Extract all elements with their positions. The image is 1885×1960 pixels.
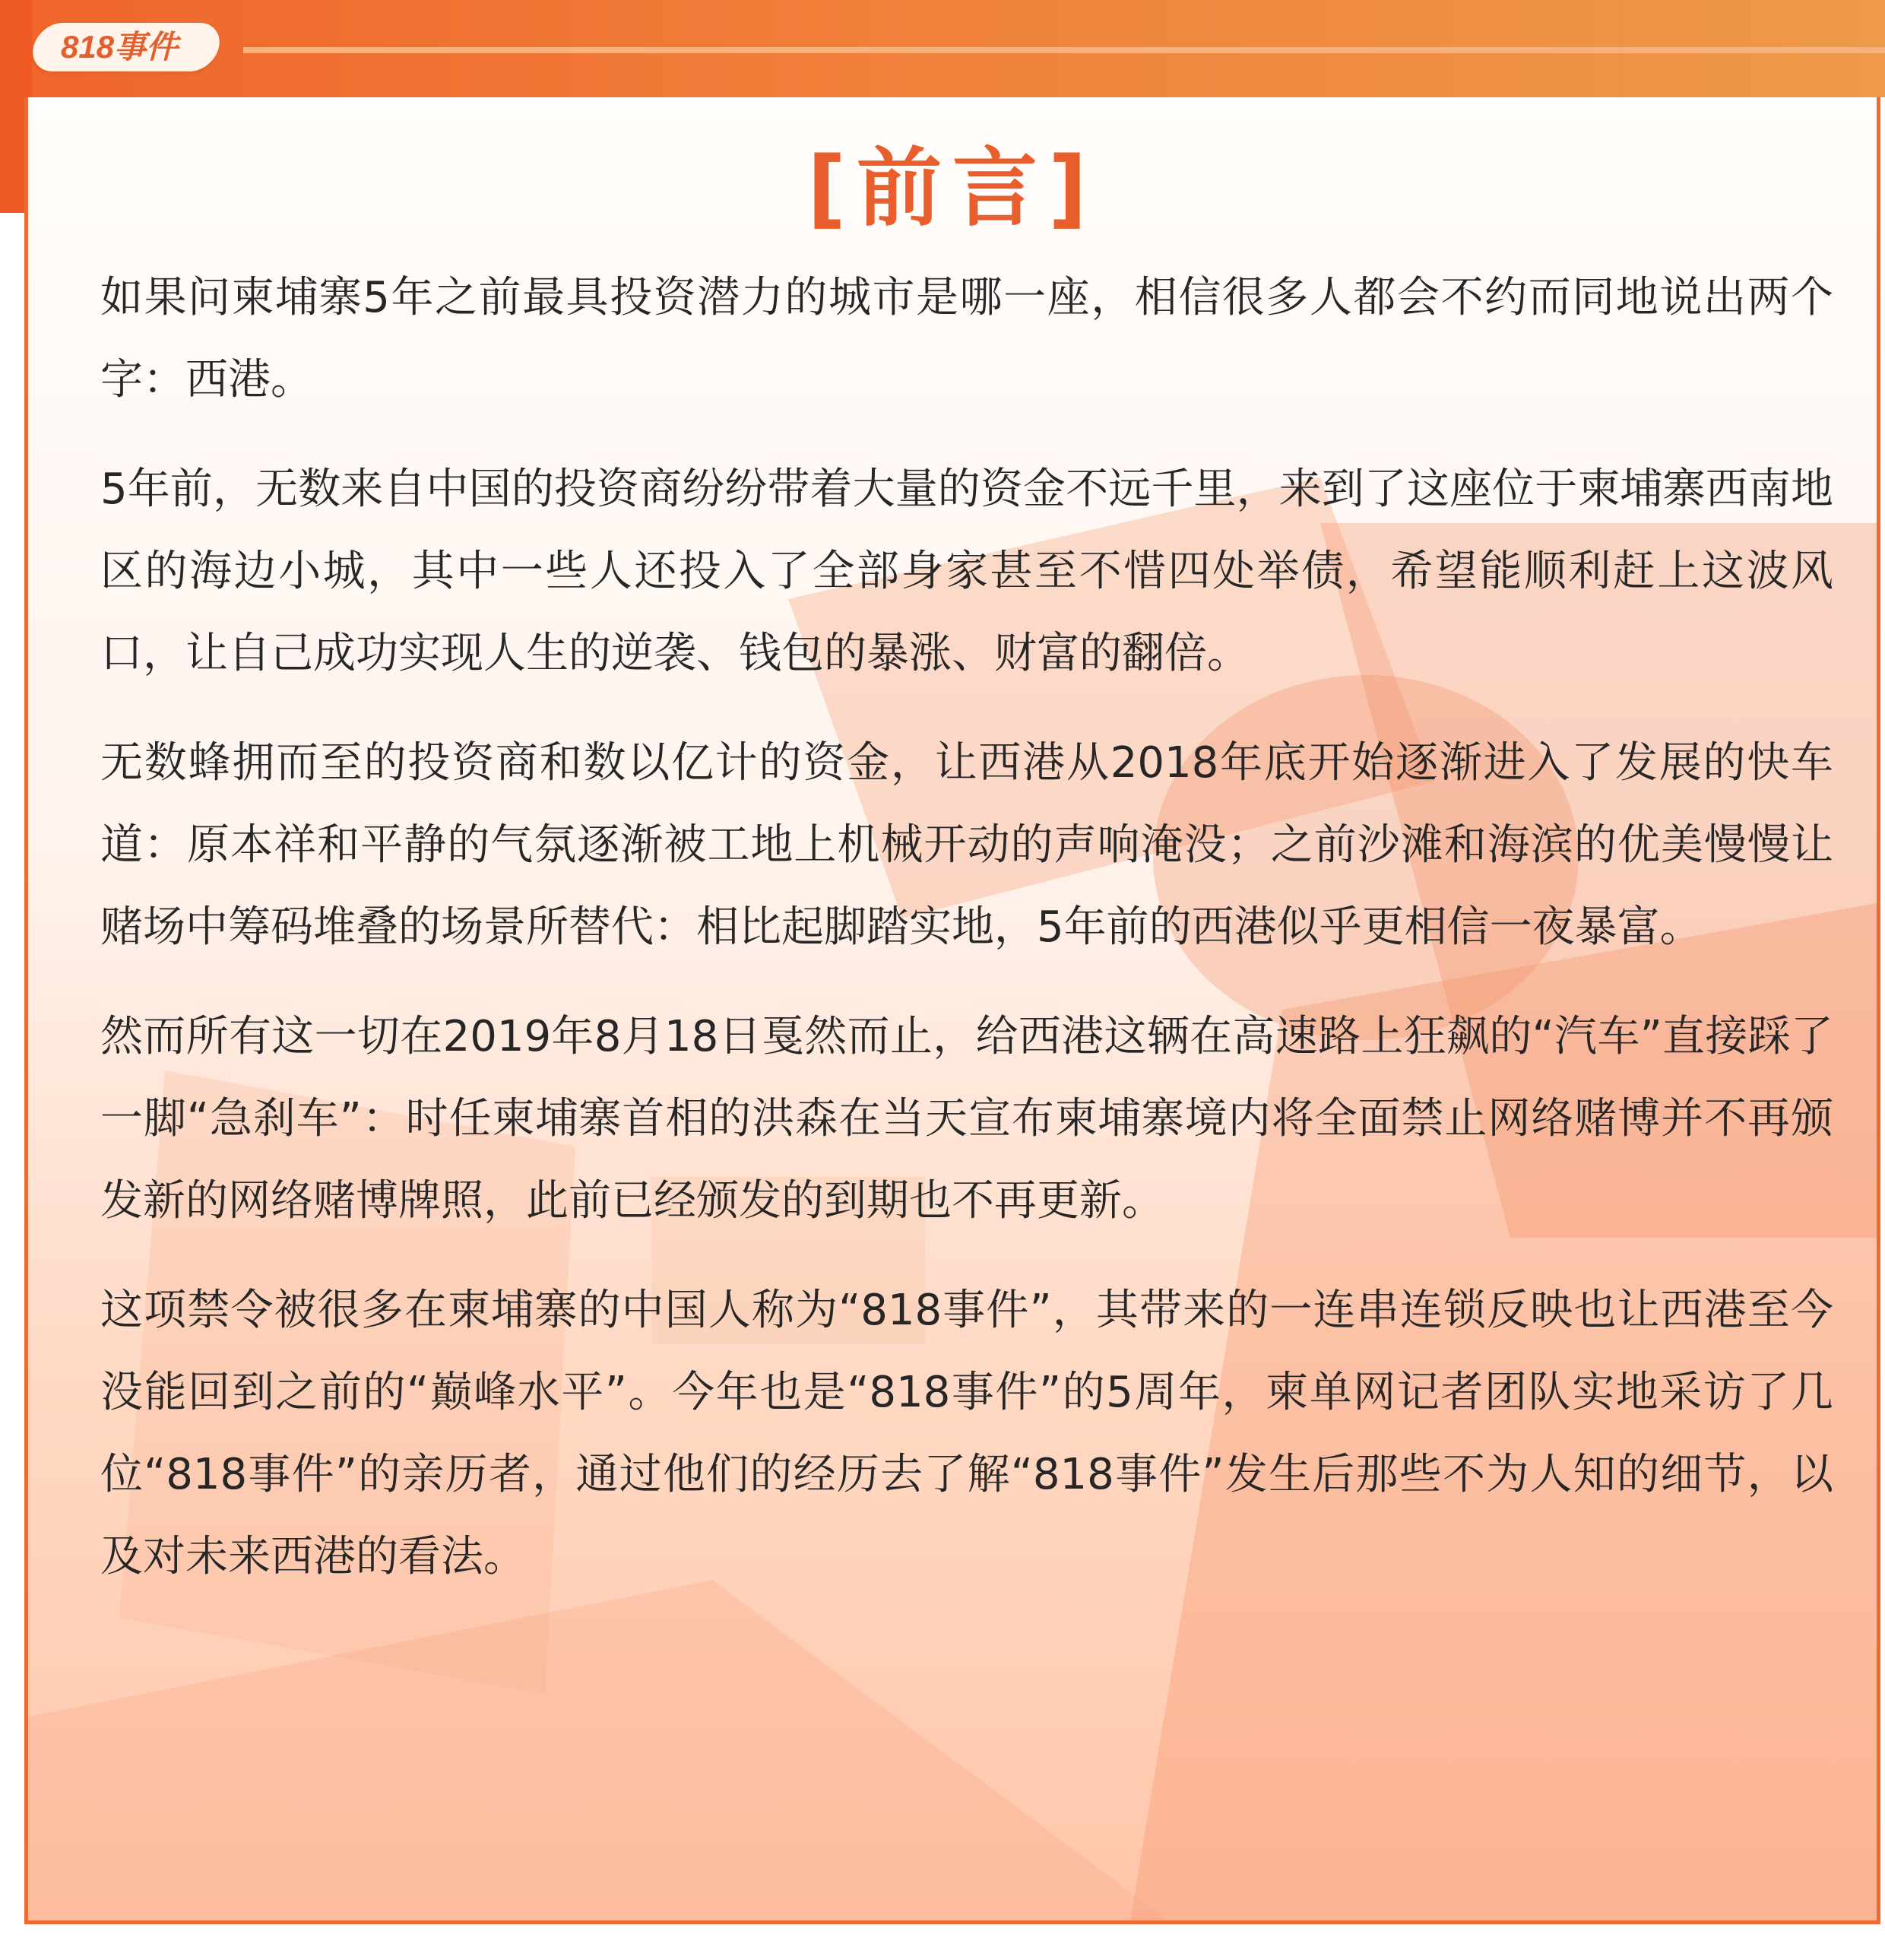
paragraph: 如果问柬埔寨5年之前最具投资潜力的城市是哪一座，相信很多人都会不约而同地说出两个字：西港。 bbox=[100, 273, 1833, 404]
paragraph: 无数蜂拥而至的投资商和数以亿计的资金，让西港从2018年底开始逐渐进入了发展的快车道：原本祥和平静的气氛逐渐被工地上机械开动的声响淹没；之前沙滩和海滨的优美慢慢让赌场中筹码堆叠的场景所替代：相比起脚踏实地，5年前的西港似乎更相信一夜暴富。 bbox=[100, 738, 1833, 952]
header-rule bbox=[243, 47, 1885, 53]
topic-badge-label: 818事件 bbox=[61, 29, 179, 65]
article-body bbox=[100, 257, 1833, 1625]
paragraph: 然而所有这一切在2019年8月18日戛然而止，给西港这辆在高速路上狂飙的“汽车”直接踩了一脚“急刹车”：时任柬埔寨首相的洪森在当天宣布柬埔寨境内将全面禁止网络赌博并不再颁发新的网络赌博牌照，此前已经颁发的到期也不再更新。 bbox=[100, 1012, 1833, 1226]
paragraph: 5年前，无数来自中国的投资商纷纷带着大量的资金不远千里，来到了这座位于柬埔寨西南地区的海边小城，其中一些人还投入了全部身家甚至不惜四处举债，希望能顺利赶上这波风口，让自己成功实现人生的逆袭、钱包的暴涨、财富的翻倍。 bbox=[100, 465, 1833, 678]
section-title: [前言] bbox=[806, 139, 1098, 238]
article-panel bbox=[24, 97, 1880, 1924]
paragraph: 这项禁令被很多在柬埔寨的中国人称为“818事件”，其带来的一连串连锁反映也让西港至今没能回到之前的“巅峰水平”。今年也是“818事件”的5周年，柬单网记者团队实地采访了几位“818事件”的亲历者，通过他们的经历去了解“818事件”发生后那些不为人知的细节，以及对未来西港的看法。 bbox=[100, 1286, 1833, 1581]
